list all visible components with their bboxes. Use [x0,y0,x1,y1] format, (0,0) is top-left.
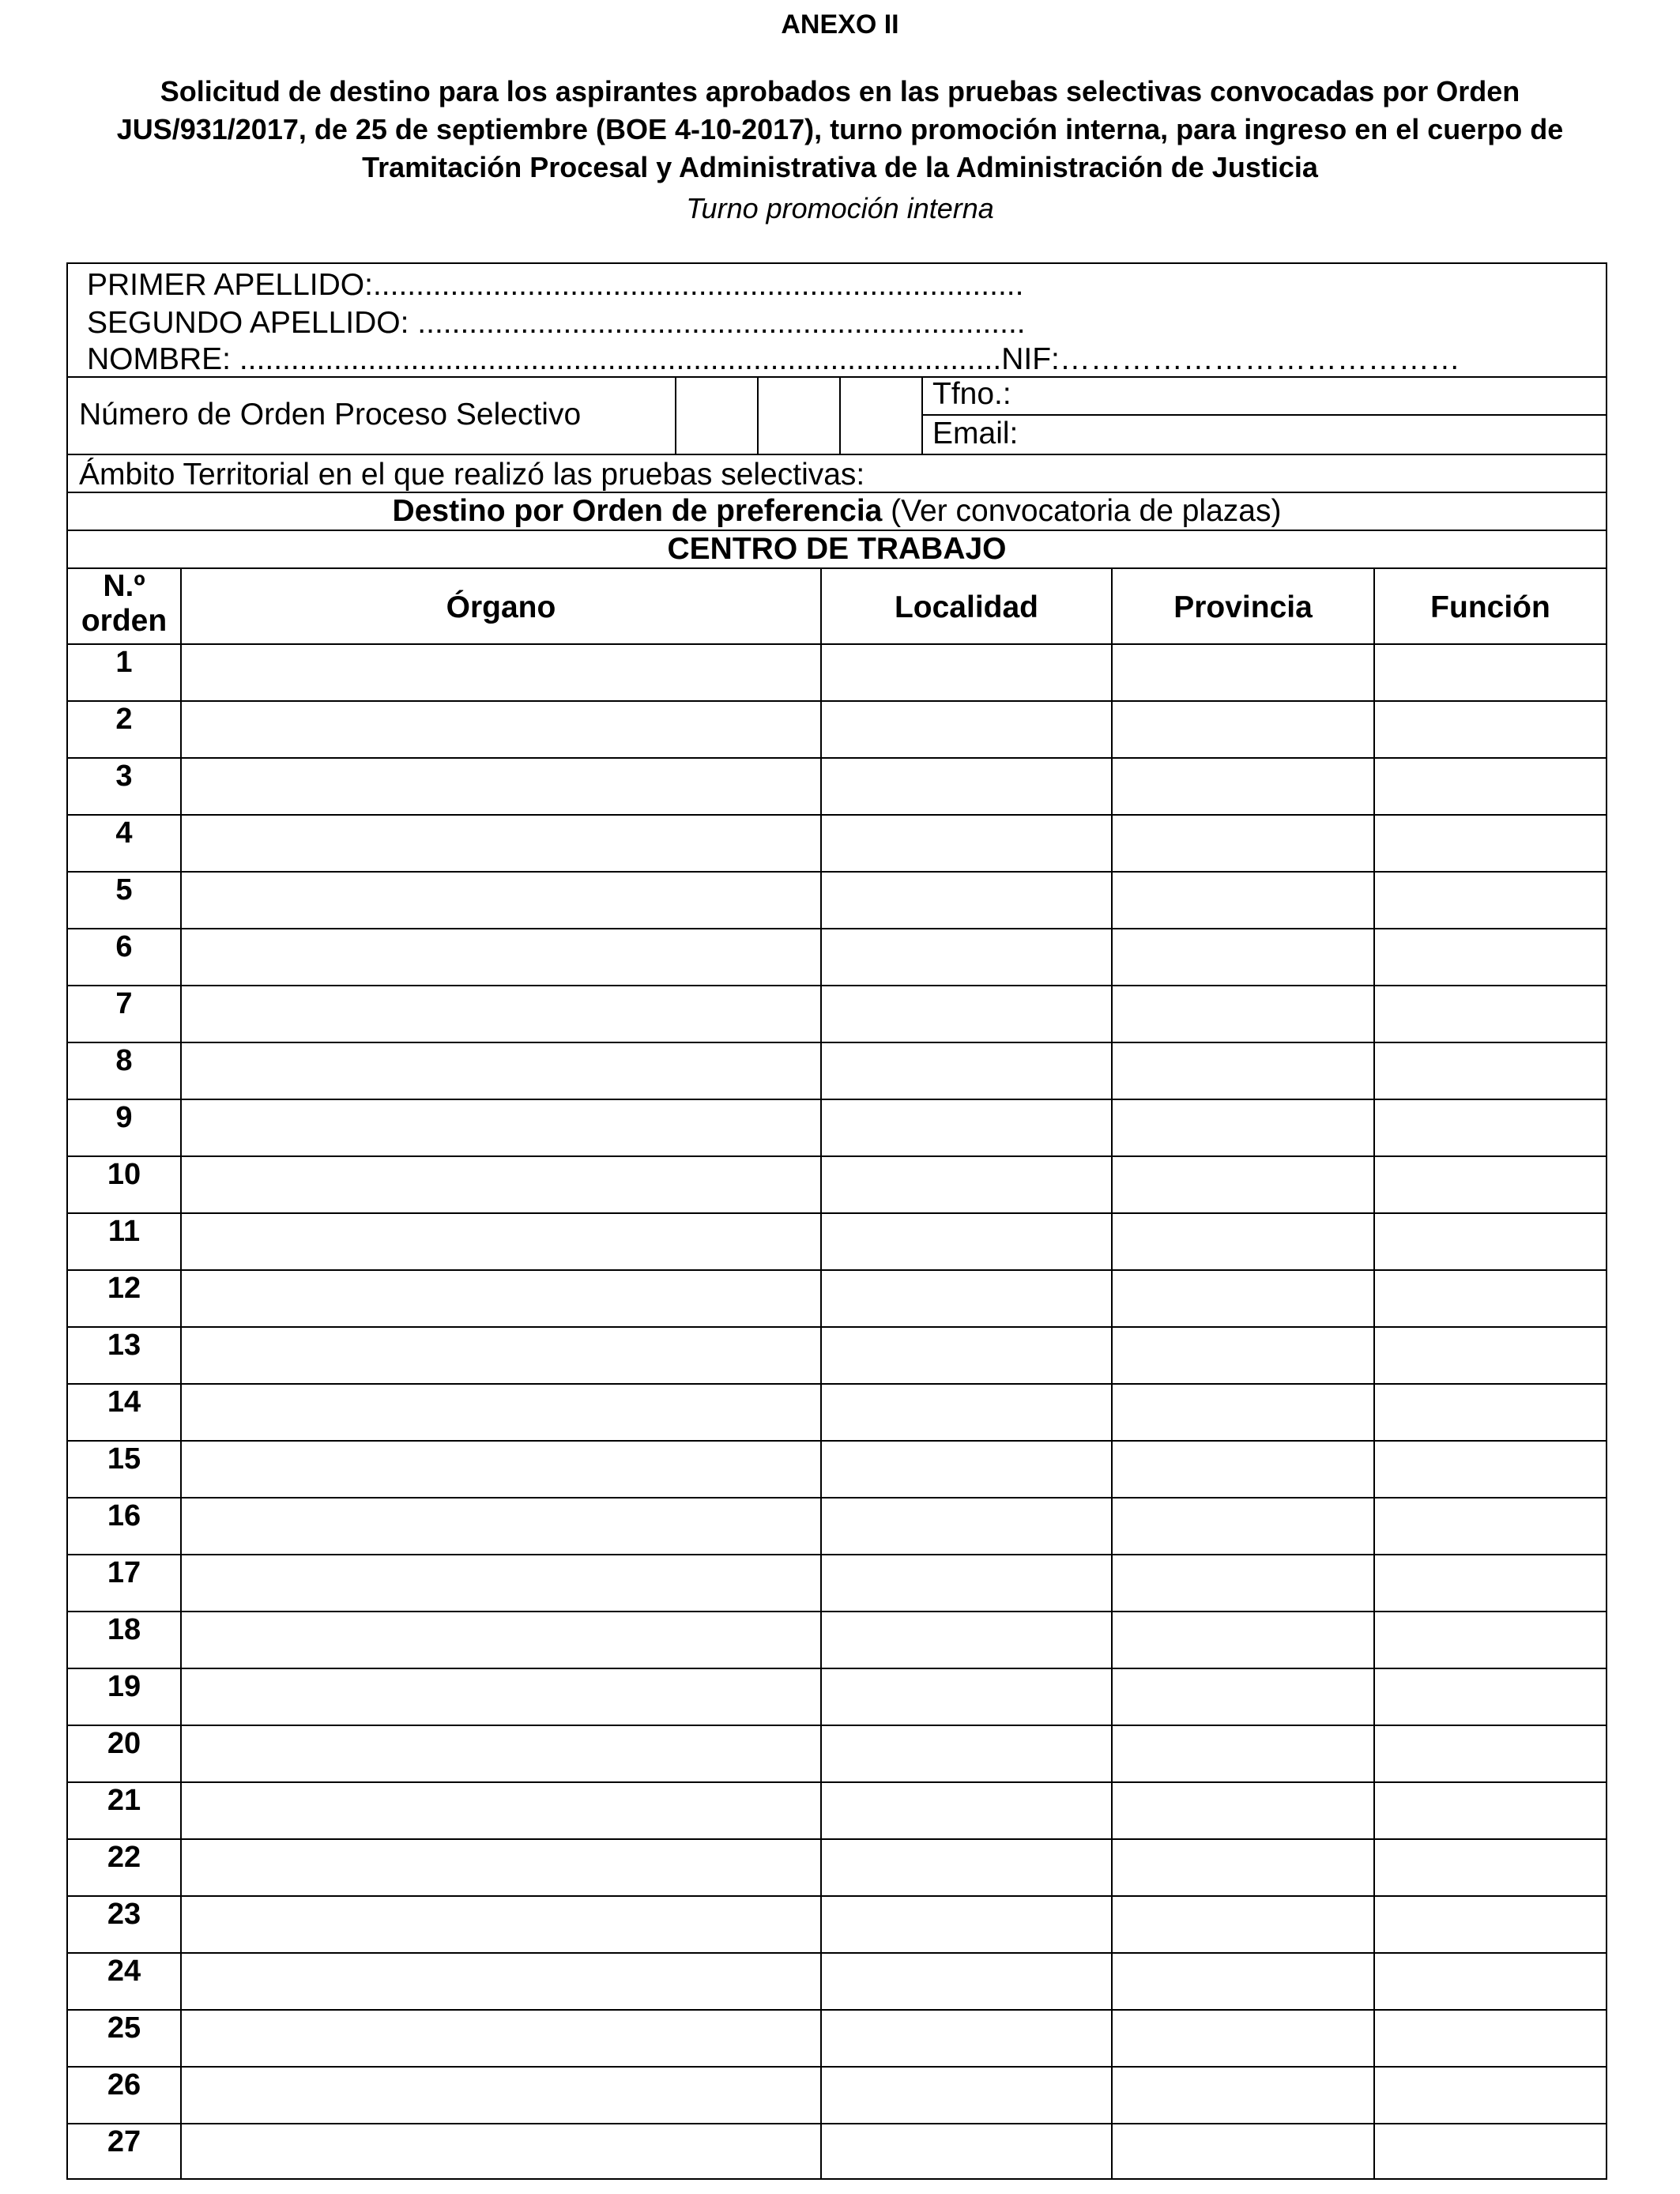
organo-cell[interactable] [182,1897,820,1952]
column-header-funcion: Función [1430,590,1550,624]
row-number: 26 [107,2068,141,2102]
destino-heading-note: (Ver convocatoria de plazas) [882,494,1282,528]
organo-cell[interactable] [182,1214,820,1269]
organo-cell[interactable] [182,929,820,985]
row-number: 16 [107,1499,141,1532]
divider [68,454,1606,455]
provincia-cell[interactable] [1113,2068,1373,2123]
annex-title: ANEXO II [781,9,899,40]
provincia-cell[interactable] [1113,2124,1373,2180]
funcion-cell[interactable] [1375,1840,1606,1895]
funcion-cell[interactable] [1375,1954,1606,2009]
localidad-cell[interactable] [822,2011,1111,2066]
funcion-cell[interactable] [1375,1612,1606,1668]
column-header-orden-line-1: N.º [103,569,145,603]
form-subheading: Turno promoción interna [686,192,994,224]
organo-cell[interactable] [182,986,820,1042]
localidad-cell[interactable] [822,1385,1111,1440]
organo-cell[interactable] [182,1783,820,1838]
row-number: 8 [115,1044,133,1077]
provincia-cell[interactable] [1113,929,1373,985]
divider [68,567,1606,569]
row-number: 10 [107,1158,141,1191]
organo-cell[interactable] [182,1954,820,2009]
funcion-cell[interactable] [1375,929,1606,985]
organo-cell[interactable] [182,1498,820,1554]
localidad-cell[interactable] [822,1328,1111,1383]
provincia-cell[interactable] [1113,1954,1373,2009]
row-number: 6 [115,930,133,963]
funcion-cell[interactable] [1375,873,1606,928]
provincia-cell[interactable] [1113,702,1373,757]
funcion-cell[interactable] [1375,702,1606,757]
organo-cell[interactable] [182,2068,820,2123]
funcion-cell[interactable] [1375,645,1606,700]
organo-cell[interactable] [182,1271,820,1326]
funcion-cell[interactable] [1375,1043,1606,1099]
row-number: 19 [107,1670,141,1703]
provincia-cell[interactable] [1113,816,1373,871]
localidad-cell[interactable] [822,1157,1111,1212]
row-number: 3 [115,760,133,793]
row-number: 22 [107,1841,141,1874]
provincia-cell[interactable] [1113,759,1373,814]
organo-cell[interactable] [182,2011,820,2066]
heading-line-3: Tramitación Procesal y Administrativa de la Administración de Justicia [362,151,1318,183]
row-number: 25 [107,2011,141,2045]
numero-orden-box-3[interactable] [841,378,921,452]
localidad-cell[interactable] [822,1442,1111,1497]
provincia-cell[interactable] [1113,1783,1373,1838]
nombre-nif-field[interactable]: NOMBRE: .........................................................................................NIF:………………………………… [87,342,1460,376]
row-number: 1 [115,646,133,679]
segundo-apellido-field[interactable]: SEGUNDO APELLIDO: ....................................................................... [87,306,1026,340]
localidad-cell[interactable] [822,929,1111,985]
organo-cell[interactable] [182,702,820,757]
funcion-cell[interactable] [1375,1214,1606,1269]
funcion-cell[interactable] [1375,816,1606,871]
localidad-cell[interactable] [822,759,1111,814]
organo-cell[interactable] [182,1043,820,1099]
row-number: 21 [107,1784,141,1817]
funcion-cell[interactable] [1375,1897,1606,1952]
localidad-cell[interactable] [822,1669,1111,1725]
funcion-cell[interactable] [1375,986,1606,1042]
funcion-cell[interactable] [1375,1783,1606,1838]
organo-cell[interactable] [182,1612,820,1668]
column-header-organo: Órgano [446,590,556,624]
form-heading [47,73,1633,187]
row-number: 17 [107,1556,141,1589]
provincia-cell[interactable] [1113,1157,1373,1212]
row-number: 5 [115,873,133,907]
provincia-cell[interactable] [1113,1271,1373,1326]
column-header-provincia: Provincia [1173,590,1313,624]
provincia-cell[interactable] [1113,1555,1373,1611]
localidad-cell[interactable] [822,986,1111,1042]
provincia-cell[interactable] [1113,1385,1373,1440]
funcion-cell[interactable] [1375,1726,1606,1781]
organo-cell[interactable] [182,1555,820,1611]
provincia-cell[interactable] [1113,1214,1373,1269]
row-number: 15 [107,1442,141,1476]
funcion-cell[interactable] [1375,1385,1606,1440]
funcion-cell[interactable] [1375,1157,1606,1212]
funcion-cell[interactable] [1375,1328,1606,1383]
row-number: 12 [107,1272,141,1305]
localidad-cell[interactable] [822,873,1111,928]
organo-cell[interactable] [182,1726,820,1781]
provincia-cell[interactable] [1113,2011,1373,2066]
application-form [66,262,1607,2180]
localidad-cell[interactable] [822,1043,1111,1099]
funcion-cell[interactable] [1375,1271,1606,1326]
provincia-cell[interactable] [1113,1669,1373,1725]
row-number: 9 [115,1101,133,1134]
row-number: 14 [107,1385,141,1419]
provincia-cell[interactable] [1113,645,1373,700]
row-number: 23 [107,1898,141,1931]
heading-line-1: Solicitud de destino para los aspirantes aprobados en las pruebas selectivas convocadas por Orden [160,75,1520,107]
provincia-cell[interactable] [1113,1897,1373,1952]
organo-cell[interactable] [182,1385,820,1440]
centro-trabajo-heading: CENTRO DE TRABAJO [667,532,1007,566]
funcion-cell[interactable] [1375,1669,1606,1725]
provincia-cell[interactable] [1113,1328,1373,1383]
funcion-cell[interactable] [1375,2068,1606,2123]
organo-cell[interactable] [182,1157,820,1212]
localidad-cell[interactable] [822,816,1111,871]
row-number: 27 [107,2125,141,2158]
funcion-cell[interactable] [1375,1442,1606,1497]
provincia-cell[interactable] [1113,1442,1373,1497]
localidad-cell[interactable] [822,1783,1111,1838]
organo-cell[interactable] [182,759,820,814]
destino-heading [68,493,1606,530]
provincia-cell[interactable] [1113,1840,1373,1895]
provincia-cell[interactable] [1113,1043,1373,1099]
localidad-cell[interactable] [822,1498,1111,1554]
organo-cell[interactable] [182,1328,820,1383]
localidad-cell[interactable] [822,1612,1111,1668]
organo-cell[interactable] [182,1100,820,1155]
organo-cell[interactable] [182,873,820,928]
provincia-cell[interactable] [1113,1498,1373,1554]
column-header-orden-line-2: orden [81,604,168,638]
localidad-cell[interactable] [822,2124,1111,2180]
localidad-cell[interactable] [822,1555,1111,1611]
localidad-cell[interactable] [822,1840,1111,1895]
localidad-cell[interactable] [822,2068,1111,2123]
divider [921,414,1606,416]
provincia-cell[interactable] [1113,1612,1373,1668]
destino-heading-bold: Destino por Orden de preferencia [392,494,883,528]
provincia-cell[interactable] [1113,986,1373,1042]
funcion-cell[interactable] [1375,1498,1606,1554]
numero-orden-label: Número de Orden Proceso Selectivo [79,398,582,432]
organo-cell[interactable] [182,2124,820,2180]
row-number: 13 [107,1329,141,1362]
numero-orden-box-1[interactable] [676,378,757,452]
row-number: 20 [107,1727,141,1760]
provincia-cell[interactable] [1113,1100,1373,1155]
row-number: 4 [115,816,133,850]
column-header-localidad: Localidad [894,590,1039,624]
ambito-territorial-field[interactable]: Ámbito Territorial en el que realizó las pruebas selectivas: [79,458,865,492]
email-field[interactable]: Email: [932,417,1019,450]
organo-cell[interactable] [182,1840,820,1895]
provincia-cell[interactable] [1113,1726,1373,1781]
funcion-cell[interactable] [1375,759,1606,814]
tfno-field[interactable]: Tfno.: [932,377,1011,411]
row-number: 24 [107,1955,141,1988]
heading-line-2: JUS/931/2017, de 25 de septiembre (BOE 4-10-2017), turno promoción interna, para ingreso en el cuerpo de [116,113,1564,145]
column-header-orden [68,569,180,639]
primer-apellido-field[interactable]: PRIMER APELLIDO:............................................................................ [87,268,1024,302]
localidad-cell[interactable] [822,1271,1111,1326]
funcion-cell[interactable] [1375,1100,1606,1155]
organo-cell[interactable] [182,645,820,700]
funcion-cell[interactable] [1375,2124,1606,2180]
localidad-cell[interactable] [822,702,1111,757]
organo-cell[interactable] [182,1669,820,1725]
row-number: 11 [107,1215,141,1248]
row-number: 2 [115,703,133,736]
funcion-cell[interactable] [1375,1555,1606,1611]
row-number: 7 [115,987,133,1020]
localidad-cell[interactable] [822,1726,1111,1781]
organo-cell[interactable] [182,1442,820,1497]
funcion-cell[interactable] [1375,2011,1606,2066]
numero-orden-box-2[interactable] [759,378,839,452]
row-number: 18 [107,1613,141,1646]
localidad-cell[interactable] [822,645,1111,700]
localidad-cell[interactable] [822,1897,1111,1952]
organo-cell[interactable] [182,816,820,871]
localidad-cell[interactable] [822,1100,1111,1155]
provincia-cell[interactable] [1113,873,1373,928]
localidad-cell[interactable] [822,1954,1111,2009]
localidad-cell[interactable] [822,1214,1111,1269]
